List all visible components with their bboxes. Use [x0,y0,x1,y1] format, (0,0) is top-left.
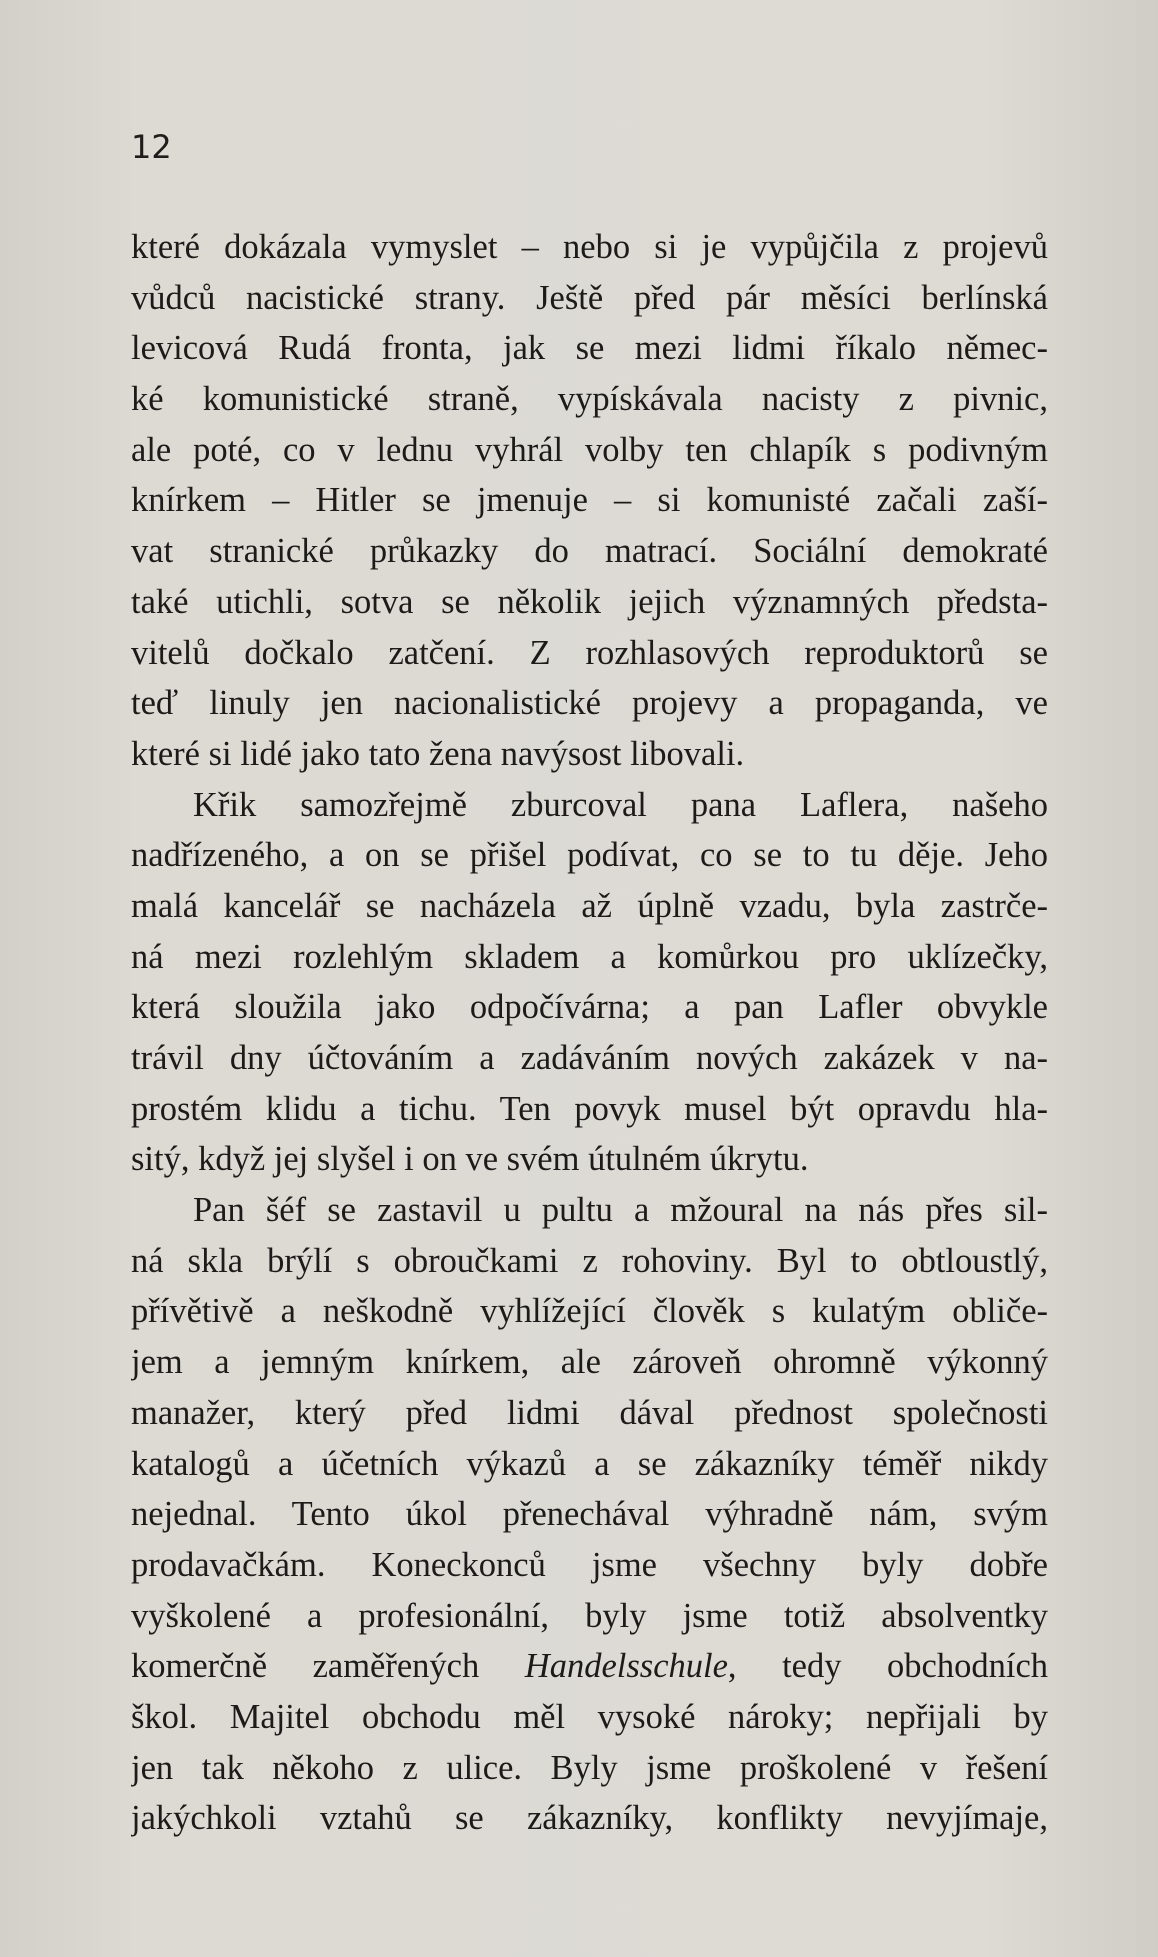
text-line: ná skla brýlí s obroučkami z rohoviny. Byl to obtloustlý, [131,1241,1048,1280]
text-segment: komerčně zaměřených [131,1647,480,1686]
text-line: jen tak někoho z ulice. Byly jsme proškolené v řešení [131,1748,1048,1787]
text-line: prostém klidu a tichu. Ten povyk musel být opravdu hla- [131,1089,1048,1128]
text-line-with-italic [131,1641,1048,1692]
text-line: vyškolené a profesionální, byly jsme totiž absolventky [131,1596,1048,1635]
italic-term: Handelsschule [524,1647,728,1686]
text-line: levicová Rudá fronta, jak se mezi lidmi říkalo němec- [131,329,1048,368]
text-line: ná mezi rozlehlým skladem a komůrkou pro uklízečky, [131,937,1048,976]
text-line: katalogů a účetních výkazů a se zákazníky téměř nikdy [131,1444,1048,1483]
text-line: jakýchkoli vztahů se zákazníky, konflikty nevyjímaje, [131,1799,1048,1838]
text-line: knírkem – Hitler se jmenuje – si komunisté začali zaší- [131,481,1048,520]
text-line: které dokázala vymyslet – nebo si je vypůjčila z projevů [131,228,1048,266]
text-line: vat stranické průkazky do matrací. Sociální demokraté [131,532,1048,571]
text-line: ké komunistické straně, vypískávala nacisty z pivnic, [131,380,1048,419]
text-line: která sloužila jako odpočívárna; a pan Lafler obvykle [131,988,1048,1027]
text-line: ale poté, co v lednu vyhrál volby ten chlapík s podivným [131,430,1048,469]
text-segment: , tedy obchodních [727,1647,1048,1686]
text-line: Křik samozřejmě zburcoval pana Laflera, našeho [193,785,1048,824]
text-line: manažer, který před lidmi dával přednost společnosti [131,1393,1048,1432]
text-line: vitelů dočkalo zatčení. Z rozhlasových reproduktorů se [131,633,1048,672]
text-line: které si lidé jako tato žena navýsost libovali. [131,734,745,773]
text-line: také utichli, sotva se několik jejich významných předsta- [131,582,1048,621]
text-line: malá kancelář se nacházela až úplně vzadu, byla zastrče- [131,886,1048,925]
text-line: vůdců nacistické strany. Ještě před pár měsíci berlínská [131,278,1048,317]
page-number: 12 [131,128,172,166]
text-line: prodavačkám. Koneckonců jsme všechny byly dobře [131,1545,1048,1584]
text-line: škol. Majitel obchodu měl vysoké nároky; nepřijali by [131,1697,1048,1736]
text-line: Pan šéf se zastavil u pultu a mžoural na nás přes sil- [193,1191,1048,1230]
text-line: sitý, když jej slyšel i on ve svém útulném úkrytu. [131,1140,809,1179]
text-line: nadřízeného, a on se přišel podívat, co se to tu děje. Jeho [131,836,1048,875]
text-line: přívětivě a neškodně vyhlížející člověk s kulatým obliče- [131,1292,1048,1331]
text-line: jem a jemným knírkem, ale zároveň ohromně výkonný [131,1343,1048,1382]
text-line: nejednal. Tento úkol přenechával výhradně nám, svým [131,1495,1048,1534]
text-line: trávil dny účtováním a zadáváním nových zakázek v na- [131,1039,1048,1077]
body-text [131,222,1048,1844]
text-line: teď linuly jen nacionalistické projevy a propaganda, ve [131,684,1048,723]
